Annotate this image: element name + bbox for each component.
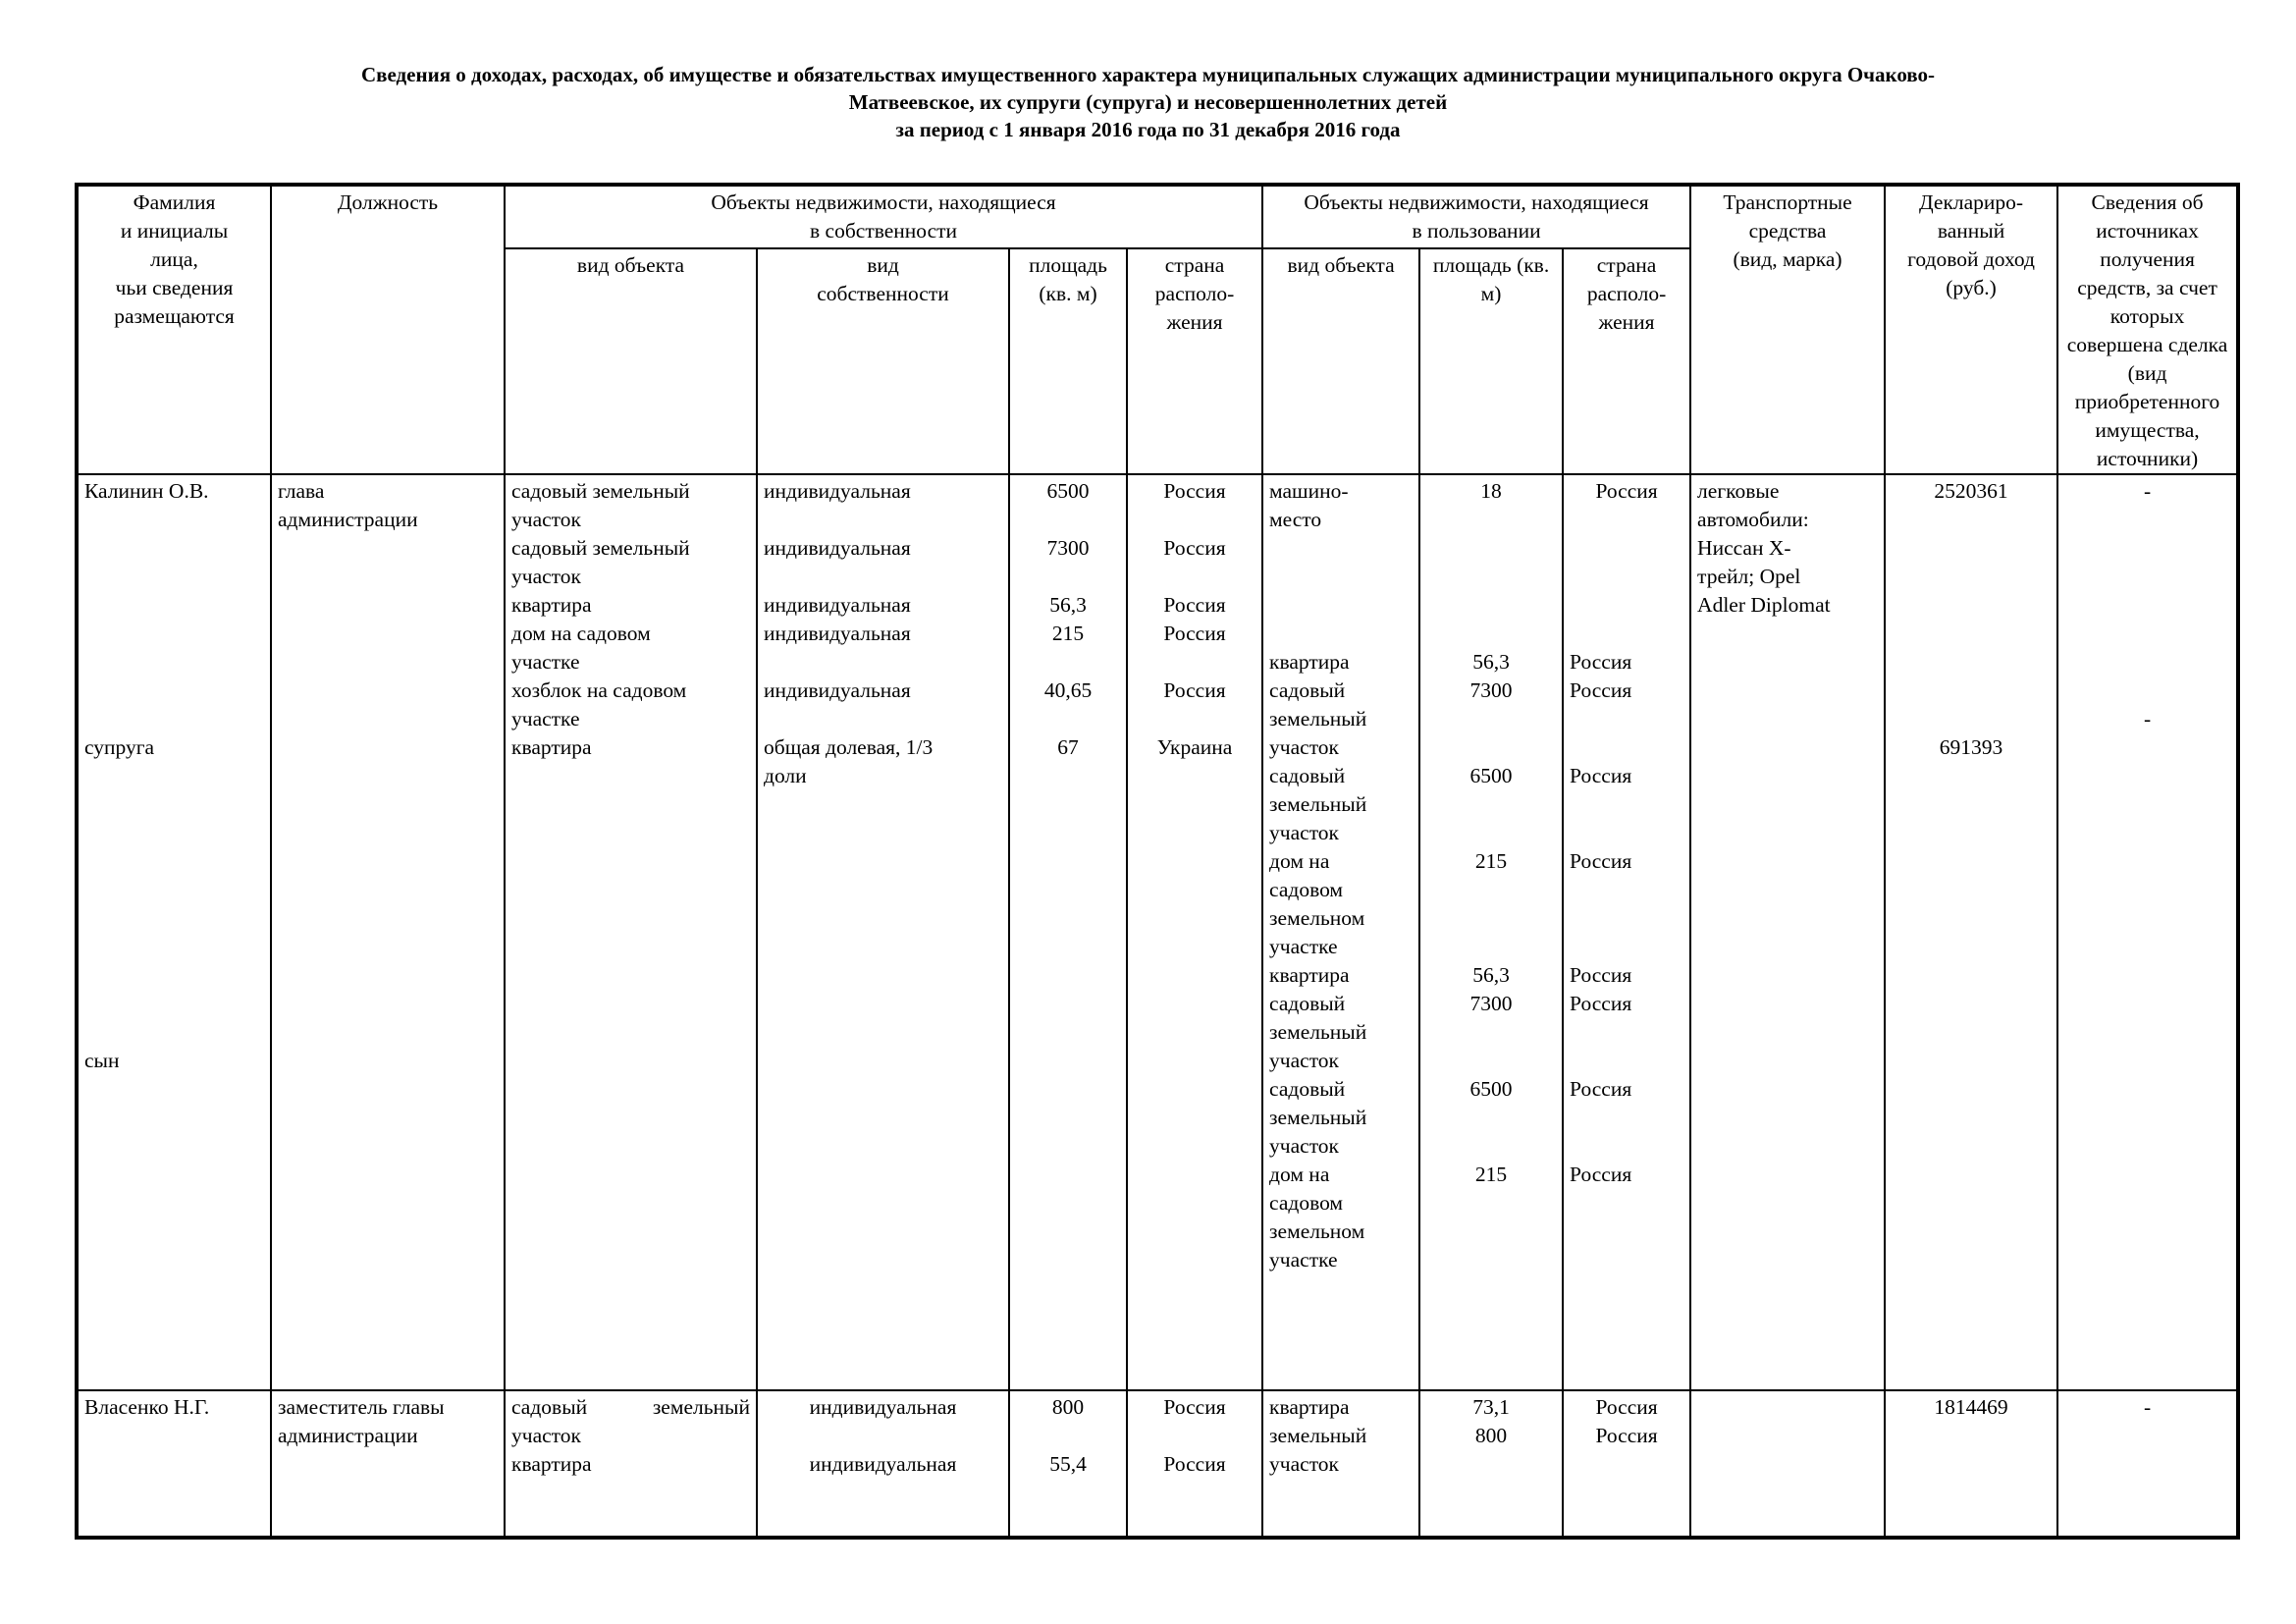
header-transport: Транспортные средства (вид, марка) <box>1690 185 1885 474</box>
cell-name <box>77 474 271 1390</box>
cell-used-area: 18 56,3 7300 6500 215 56,3 7300 6500 215 <box>1419 474 1563 1390</box>
cell-used-area: 73,1 800 <box>1419 1390 1563 1538</box>
table-row <box>77 1390 2238 1538</box>
cell-name <box>77 1390 271 1538</box>
cell-owned-type: садовый земельный участок квартира <box>505 1390 757 1538</box>
cell-income: 2520361 691393 <box>1885 474 2057 1390</box>
cell-used-type: машино- место квартира садовый земельный участок садовый земельный участок дом на садовом земельном участке квартира садовый земельный участок садовый земельный участок дом на садовом земельном участке <box>1262 474 1419 1390</box>
cell-income: 1814469 <box>1885 1390 2057 1538</box>
header-sources: Сведения об источниках получения средств, за счет которых совершена сделка (вид приобретенного имущества, источники) <box>2057 185 2238 474</box>
header-used-group: Объекты недвижимости, находящиеся в пользовании <box>1262 185 1690 248</box>
cell-transport: легковые автомобили: Ниссан Х- трейл; Opel Adler Diplomat <box>1690 474 1885 1390</box>
cell-owned-ownership: индивидуальная индивидуальная <box>757 1390 1009 1538</box>
header-position: Должность <box>271 185 505 474</box>
document-title <box>0 61 2296 143</box>
cell-owned-ownership: индивидуальная индивидуальная индивидуальная индивидуальная индивидуальная общая долевая, 1/3 доли <box>757 474 1009 1390</box>
cell-owned-type: садовый земельный участок садовый земельный участок квартира дом на садовом участке хозблок на садовом участке квартира <box>505 474 757 1390</box>
header-used-country: страна располо- жения <box>1563 248 1690 474</box>
cell-transport <box>1690 1390 1885 1538</box>
cell-used-country: Россия Россия Россия Россия Россия Россия Россия Россия Россия <box>1563 474 1690 1390</box>
header-owned-ownership: вид собственности <box>757 248 1009 474</box>
cell-owned-country: Россия Россия <box>1127 1390 1262 1538</box>
relative-son: сын <box>84 1049 120 1072</box>
cell-sources: - - <box>2057 474 2238 1390</box>
person-name: Калинин О.В. <box>84 479 209 503</box>
title-line-1: Сведения о доходах, расходах, об имуществе и обязательствах имущественного характера муниципальных служащих администрации муниципального округа Очаково- <box>361 63 1935 86</box>
table-header-row-1 <box>77 185 2238 248</box>
title-line-2: Матвеевское, их супруги (супруга) и несовершеннолетних детей <box>848 90 1448 114</box>
cell-sources: - <box>2057 1390 2238 1538</box>
header-used-area: площадь (кв. м) <box>1419 248 1563 474</box>
cell-owned-area: 800 55,4 <box>1009 1390 1127 1538</box>
header-owned-group: Объекты недвижимости, находящиеся в собственности <box>505 185 1262 248</box>
relative-spouse: супруга <box>84 735 155 759</box>
cell-used-country: Россия Россия <box>1563 1390 1690 1538</box>
header-used-type: вид объекта <box>1262 248 1419 474</box>
header-owned-country: страна располо- жения <box>1127 248 1262 474</box>
table-row <box>77 474 2238 1390</box>
header-owned-area: площадь (кв. м) <box>1009 248 1127 474</box>
cell-position: заместитель главы администрации <box>271 1390 505 1538</box>
title-line-3: за период с 1 января 2016 года по 31 декабря 2016 года <box>895 118 1401 141</box>
cell-position: глава администрации <box>271 474 505 1390</box>
header-income: Деклариро- ванный годовой доход (руб.) <box>1885 185 2057 474</box>
cell-owned-country: Россия Россия Россия Россия Россия Украина <box>1127 474 1262 1390</box>
header-name: Фамилия и инициалы лица, чьи сведения размещаются <box>77 185 271 474</box>
cell-used-type: квартира земельный участок <box>1262 1390 1419 1538</box>
header-owned-type: вид объекта <box>505 248 757 474</box>
cell-owned-area: 6500 7300 56,3 215 40,65 67 <box>1009 474 1127 1390</box>
declarations-table <box>75 183 2240 1540</box>
person-name: Власенко Н.Г. <box>84 1395 210 1419</box>
